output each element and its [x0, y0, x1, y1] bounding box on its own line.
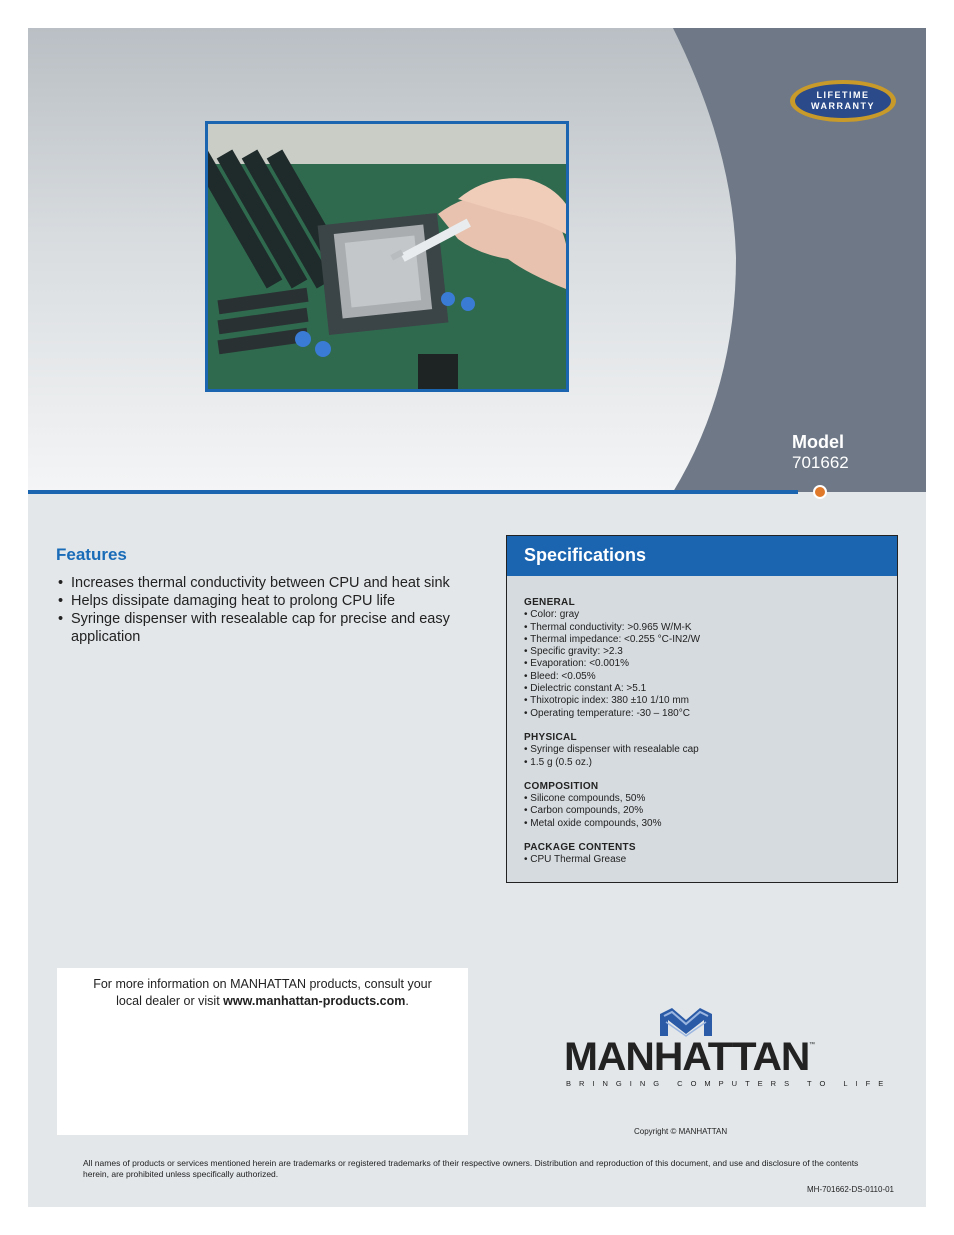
document-id: MH-701662-DS-0110-01	[807, 1185, 895, 1194]
spec-item: • Thermal conductivity: >0.965 W/M-K	[524, 621, 692, 633]
lifetime-warranty-badge	[788, 78, 898, 124]
spec-item: • 1.5 g (0.5 oz.)	[524, 756, 592, 768]
more-info-line2-prefix: local dealer or visit	[116, 994, 224, 1008]
spec-group-general	[524, 597, 884, 720]
specifications-box	[506, 535, 898, 883]
spec-group-heading: COMPOSITION	[524, 780, 599, 792]
section-divider	[28, 490, 798, 494]
spec-item: • Specific gravity: >2.3	[524, 646, 623, 658]
copyright-text: Copyright © MANHATTAN	[634, 1127, 728, 1136]
spec-item: • Operating temperature: -30 – 180°C	[524, 707, 690, 719]
model-label: Model	[792, 432, 844, 452]
spec-item: • Thermal impedance: <0.255 °C-IN2/W	[524, 633, 701, 645]
logo-wordmark: MANHATTAN	[564, 1035, 810, 1079]
badge-line2: WARRANTY	[811, 101, 875, 111]
feature-item: • Syringe dispenser with resealable cap for precise and easy application	[56, 610, 476, 646]
badge-line1: LIFETIME	[816, 90, 870, 100]
spec-item: • Syringe dispenser with resealable cap	[524, 744, 699, 756]
manhattan-logo	[564, 1006, 892, 1088]
spec-item: • Dielectric constant A: >5.1	[524, 683, 647, 695]
more-info-line2-suffix: .	[405, 994, 409, 1008]
spec-group-composition	[524, 781, 884, 830]
spec-item: • Bleed: <0.05%	[524, 670, 596, 682]
product-photo	[205, 121, 569, 392]
divider-dot-icon	[813, 485, 827, 499]
motherboard-photo-illustration	[208, 124, 566, 389]
spec-item: • Color: gray	[524, 609, 580, 621]
feature-item: • Increases thermal conductivity between CPU and heat sink	[56, 574, 476, 592]
datasheet-page	[28, 28, 926, 1207]
specifications-body	[524, 597, 884, 879]
specifications-title: Specifications	[524, 545, 647, 565]
features-title: Features	[56, 545, 127, 564]
model-number: 701662	[792, 453, 849, 472]
legal-notice: All names of products or services mentioned herein are trademarks or registered trademarks of their respective owners. Distribution and reproduction of this document, and use and disclosure of the contents herein, are prohibited unless specifically authorized.	[83, 1158, 859, 1179]
manhattan-m-mark-icon	[658, 1006, 714, 1038]
logo-trademark: ™	[809, 1042, 815, 1048]
logo-tagline: BRINGING COMPUTERS TO LIFE	[566, 1079, 892, 1088]
more-info-box	[57, 968, 468, 1135]
spec-item: • Thixotropic index: 380 ±10 1/10 mm	[524, 695, 689, 707]
spec-item: • CPU Thermal Grease	[524, 854, 627, 866]
spec-group-heading: PHYSICAL	[524, 731, 577, 743]
more-info-line1: For more information on MANHATTAN products, consult your	[93, 977, 432, 991]
feature-item: • Helps dissipate damaging heat to prolong CPU life	[56, 592, 476, 610]
hero-section	[28, 28, 926, 492]
spec-group-physical	[524, 732, 884, 769]
spec-group-package	[524, 842, 884, 867]
spec-group-heading: PACKAGE CONTENTS	[524, 842, 636, 854]
spec-item: • Silicone compounds, 50%	[524, 793, 646, 805]
spec-item: • Evaporation: <0.001%	[524, 658, 629, 670]
website-link[interactable]: www.manhattan-products.com	[223, 994, 406, 1008]
more-info-text	[57, 976, 468, 1010]
spec-group-heading: GENERAL	[524, 597, 575, 608]
spec-item: • Metal oxide compounds, 30%	[524, 817, 662, 829]
spec-item: • Carbon compounds, 20%	[524, 805, 644, 817]
features-list	[56, 574, 476, 646]
